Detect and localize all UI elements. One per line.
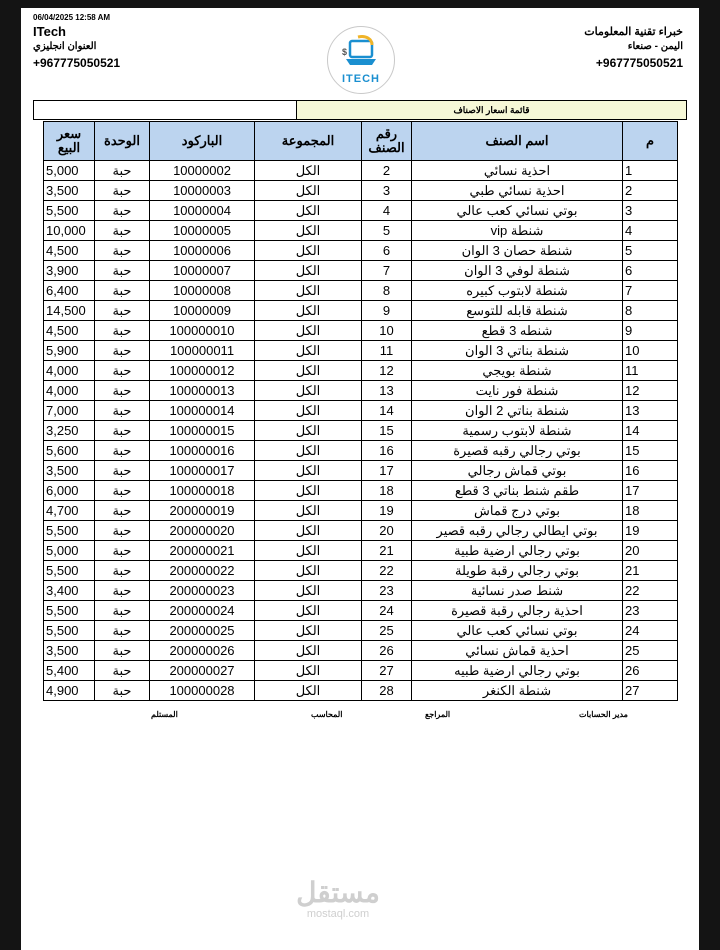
cell-group: الكل: [255, 241, 362, 261]
cell-item-number: 16: [362, 441, 412, 461]
cell-item-name: بوتي نسائي كعب عالي: [412, 621, 623, 641]
cell-price: 5,500: [44, 621, 95, 641]
print-timestamp: 06/04/2025 12:58 AM: [33, 13, 111, 22]
cell-item-name: شنط صدر نسائية: [412, 581, 623, 601]
logo-wordmark: ITECH: [342, 73, 380, 85]
cell-item-name: شنطة لوفي 3 الوان: [412, 261, 623, 281]
cell-item-number: 10: [362, 321, 412, 341]
cell-item-name: بوتي رجالي ارضية طبيه: [412, 661, 623, 681]
cell-unit: حبة: [95, 621, 150, 641]
cell-price: 4,500: [44, 241, 95, 261]
cell-item-name: شنطة قابله للتوسع: [412, 301, 623, 321]
cell-group: الكل: [255, 561, 362, 581]
cell-unit: حبة: [95, 681, 150, 701]
cell-unit: حبة: [95, 441, 150, 461]
col-header-item-number: رقم الصنف: [362, 122, 412, 161]
phone-right: +967775050521: [595, 56, 683, 70]
table-row: [44, 321, 678, 341]
cell-price: 5,600: [44, 441, 95, 461]
cell-item-name: شنطة vip: [412, 221, 623, 241]
cell-unit: حبة: [95, 301, 150, 321]
cell-item-number: 4: [362, 201, 412, 221]
signature-recipient: المستلم: [151, 710, 178, 719]
cell-barcode: 10000003: [150, 181, 255, 201]
cell-group: الكل: [255, 541, 362, 561]
table-row: [44, 381, 678, 401]
cell-unit: حبة: [95, 361, 150, 381]
table-row: [44, 401, 678, 421]
cell-price: 5,000: [44, 541, 95, 561]
signature-accounts-manager: مدير الحسابات: [579, 710, 628, 719]
cell-barcode: 100000017: [150, 461, 255, 481]
cell-group: الكل: [255, 401, 362, 421]
cell-index: 16: [623, 461, 678, 481]
cell-barcode: 200000026: [150, 641, 255, 661]
cell-index: 26: [623, 661, 678, 681]
cell-group: الكل: [255, 581, 362, 601]
cell-item-name: احذية نسائي: [412, 161, 623, 181]
cell-index: 17: [623, 481, 678, 501]
cell-unit: حبة: [95, 481, 150, 501]
cell-item-name: شنطة بناتي 2 الوان: [412, 401, 623, 421]
cell-unit: حبة: [95, 641, 150, 661]
cell-group: الكل: [255, 421, 362, 441]
table-row: [44, 561, 678, 581]
cell-item-name: شنطة بويجي: [412, 361, 623, 381]
cell-item-name: شنطة بناتي 3 الوان: [412, 341, 623, 361]
table-row: [44, 281, 678, 301]
cell-barcode: 100000016: [150, 441, 255, 461]
cell-index: 15: [623, 441, 678, 461]
english-address: العنوان انجليزي: [33, 41, 97, 52]
cell-item-name: بوتي رجالي رقبة طويلة: [412, 561, 623, 581]
cell-index: 1: [623, 161, 678, 181]
cell-unit: حبة: [95, 661, 150, 681]
cell-item-number: 28: [362, 681, 412, 701]
cell-group: الكل: [255, 281, 362, 301]
cell-group: الكل: [255, 621, 362, 641]
cell-barcode: 10000007: [150, 261, 255, 281]
cell-group: الكل: [255, 321, 362, 341]
cell-group: الكل: [255, 601, 362, 621]
cell-price: 6,000: [44, 481, 95, 501]
cell-item-number: 14: [362, 401, 412, 421]
table-row: [44, 301, 678, 321]
cell-item-number: 26: [362, 641, 412, 661]
cell-price: 7,000: [44, 401, 95, 421]
cell-item-number: 12: [362, 361, 412, 381]
cell-unit: حبة: [95, 561, 150, 581]
cell-price: 5,500: [44, 201, 95, 221]
cell-barcode: 10000008: [150, 281, 255, 301]
cell-group: الكل: [255, 661, 362, 681]
cell-index: 11: [623, 361, 678, 381]
cell-price: 5,500: [44, 561, 95, 581]
table-row: [44, 341, 678, 361]
cell-item-number: 13: [362, 381, 412, 401]
cell-item-number: 6: [362, 241, 412, 261]
cell-index: 21: [623, 561, 678, 581]
cell-item-number: 20: [362, 521, 412, 541]
col-header-group: المجموعة: [255, 122, 362, 161]
col-header-item-name: اسم الصنف: [412, 122, 623, 161]
cell-unit: حبة: [95, 341, 150, 361]
cell-barcode: 10000005: [150, 221, 255, 241]
cell-group: الكل: [255, 181, 362, 201]
cell-index: 8: [623, 301, 678, 321]
cell-item-name: احذية نسائي طبي: [412, 181, 623, 201]
cell-index: 25: [623, 641, 678, 661]
cell-barcode: 200000022: [150, 561, 255, 581]
cell-barcode: 100000015: [150, 421, 255, 441]
title-bar-blank: [34, 101, 297, 119]
cell-price: 5,900: [44, 341, 95, 361]
cell-price: 14,500: [44, 301, 95, 321]
cell-price: 5,500: [44, 601, 95, 621]
cell-index: 24: [623, 621, 678, 641]
cell-group: الكل: [255, 261, 362, 281]
table-row: [44, 161, 678, 181]
cell-item-number: 3: [362, 181, 412, 201]
cell-unit: حبة: [95, 381, 150, 401]
table-row: [44, 601, 678, 621]
cell-barcode: 100000011: [150, 341, 255, 361]
cell-barcode: 10000006: [150, 241, 255, 261]
cell-index: 14: [623, 421, 678, 441]
cell-item-name: بوتي ايطالي رجالي رقبه قصير: [412, 521, 623, 541]
cell-unit: حبة: [95, 401, 150, 421]
cell-item-name: طقم شنط بناتي 3 قطع: [412, 481, 623, 501]
cell-barcode: 200000019: [150, 501, 255, 521]
cell-item-name: شنطه 3 قطع: [412, 321, 623, 341]
cell-barcode: 200000020: [150, 521, 255, 541]
cell-price: 10,000: [44, 221, 95, 241]
cell-group: الكل: [255, 481, 362, 501]
cell-unit: حبة: [95, 261, 150, 281]
cell-index: 27: [623, 681, 678, 701]
table-row: [44, 181, 678, 201]
cell-item-number: 5: [362, 221, 412, 241]
cell-index: 6: [623, 261, 678, 281]
cell-index: 13: [623, 401, 678, 421]
cell-item-number: 18: [362, 481, 412, 501]
cell-barcode: 200000023: [150, 581, 255, 601]
cell-item-name: احذية قماش نسائي: [412, 641, 623, 661]
watermark-logo: مستقل: [296, 877, 380, 908]
cell-barcode: 100000010: [150, 321, 255, 341]
cell-unit: حبة: [95, 461, 150, 481]
table-row: [44, 641, 678, 661]
cell-price: 3,500: [44, 461, 95, 481]
signature-accountant: المحاسب: [311, 710, 343, 719]
cell-group: الكل: [255, 201, 362, 221]
cell-item-number: 8: [362, 281, 412, 301]
cell-item-name: شنطة حصان 3 الوان: [412, 241, 623, 261]
report-title: قائمة اسعار الاصناف: [297, 101, 686, 119]
cell-barcode: 100000028: [150, 681, 255, 701]
phone-left: +967775050521: [33, 56, 121, 70]
cell-index: 2: [623, 181, 678, 201]
cell-item-number: 11: [362, 341, 412, 361]
cell-price: 3,400: [44, 581, 95, 601]
cell-item-number: 24: [362, 601, 412, 621]
cell-index: 5: [623, 241, 678, 261]
cell-price: 4,700: [44, 501, 95, 521]
table-row: [44, 541, 678, 561]
cell-unit: حبة: [95, 181, 150, 201]
cell-unit: حبة: [95, 201, 150, 221]
cell-index: 22: [623, 581, 678, 601]
cell-item-name: بوتي درج قماش: [412, 501, 623, 521]
company-location: اليمن - صنعاء: [627, 41, 683, 52]
table-row: [44, 241, 678, 261]
cell-unit: حبة: [95, 581, 150, 601]
watermark: [278, 878, 398, 920]
cell-price: 4,000: [44, 361, 95, 381]
cell-price: 5,400: [44, 661, 95, 681]
company-name-arabic: خبراء تقنية المعلومات: [584, 26, 683, 38]
price-list-table: [43, 121, 678, 701]
cell-barcode: 10000009: [150, 301, 255, 321]
cell-group: الكل: [255, 461, 362, 481]
signature-reviewer: المراجع: [425, 710, 451, 719]
cell-group: الكل: [255, 361, 362, 381]
cell-price: 4,500: [44, 321, 95, 341]
cell-price: 4,000: [44, 381, 95, 401]
cell-unit: حبة: [95, 541, 150, 561]
table-row: [44, 461, 678, 481]
cell-barcode: 200000024: [150, 601, 255, 621]
cell-price: 3,900: [44, 261, 95, 281]
cell-item-number: 27: [362, 661, 412, 681]
cell-price: 6,400: [44, 281, 95, 301]
cell-barcode: 10000004: [150, 201, 255, 221]
cell-index: 9: [623, 321, 678, 341]
table-row: [44, 481, 678, 501]
cell-item-name: شنطة الكنغر: [412, 681, 623, 701]
col-header-index: م: [623, 122, 678, 161]
table-row: [44, 221, 678, 241]
cell-barcode: 100000014: [150, 401, 255, 421]
table-row: [44, 201, 678, 221]
cell-item-name: بوتي رجالي ارضية طبية: [412, 541, 623, 561]
cell-price: 4,900: [44, 681, 95, 701]
table-row: [44, 361, 678, 381]
cell-barcode: 10000002: [150, 161, 255, 181]
table-row: [44, 661, 678, 681]
cell-unit: حبة: [95, 241, 150, 261]
cell-item-number: 9: [362, 301, 412, 321]
cell-item-number: 15: [362, 421, 412, 441]
cell-unit: حبة: [95, 501, 150, 521]
col-header-unit: الوحدة: [95, 122, 150, 161]
cell-item-name: بوتي رجالي رقبه قصيرة: [412, 441, 623, 461]
cell-item-name: شنطة لابتوب رسمية: [412, 421, 623, 441]
cell-unit: حبة: [95, 601, 150, 621]
cell-group: الكل: [255, 221, 362, 241]
cell-item-number: 17: [362, 461, 412, 481]
cell-unit: حبة: [95, 521, 150, 541]
cell-item-name: بوتي نسائي كعب عالي: [412, 201, 623, 221]
cell-price: 3,500: [44, 181, 95, 201]
watermark-url: mostaql.com: [306, 908, 370, 920]
cell-unit: حبة: [95, 281, 150, 301]
svg-text:$: $: [342, 47, 348, 57]
col-header-barcode: الباركود: [150, 122, 255, 161]
cell-item-name: بوتي قماش رجالي: [412, 461, 623, 481]
cell-index: 10: [623, 341, 678, 361]
cell-index: 20: [623, 541, 678, 561]
cell-index: 12: [623, 381, 678, 401]
col-header-price: سعر البيع: [44, 122, 95, 161]
cell-unit: حبة: [95, 221, 150, 241]
cell-unit: حبة: [95, 161, 150, 181]
cell-barcode: 100000018: [150, 481, 255, 501]
cell-group: الكل: [255, 341, 362, 361]
company-logo: [327, 26, 395, 94]
cell-price: 5,500: [44, 521, 95, 541]
cell-index: 7: [623, 281, 678, 301]
cell-item-number: 21: [362, 541, 412, 561]
cell-barcode: 100000012: [150, 361, 255, 381]
cell-item-number: 25: [362, 621, 412, 641]
cell-item-number: 23: [362, 581, 412, 601]
cell-index: 18: [623, 501, 678, 521]
cell-index: 19: [623, 521, 678, 541]
cell-group: الكل: [255, 161, 362, 181]
cell-index: 4: [623, 221, 678, 241]
cell-group: الكل: [255, 501, 362, 521]
cell-item-number: 7: [362, 261, 412, 281]
cell-group: الكل: [255, 441, 362, 461]
table-header-row: [44, 122, 678, 161]
cell-item-number: 19: [362, 501, 412, 521]
cell-barcode: 200000025: [150, 621, 255, 641]
cell-unit: حبة: [95, 321, 150, 341]
table-row: [44, 441, 678, 461]
cell-price: 3,250: [44, 421, 95, 441]
cell-item-name: شنطة فور نايت: [412, 381, 623, 401]
cell-barcode: 200000021: [150, 541, 255, 561]
cell-item-number: 2: [362, 161, 412, 181]
cell-unit: حبة: [95, 421, 150, 441]
cell-group: الكل: [255, 521, 362, 541]
cell-index: 3: [623, 201, 678, 221]
table-row: [44, 421, 678, 441]
cell-item-name: شنطة لابتوب كبيره: [412, 281, 623, 301]
table-row: [44, 521, 678, 541]
table-row: [44, 621, 678, 641]
table-row: [44, 681, 678, 701]
cell-group: الكل: [255, 301, 362, 321]
cell-index: 23: [623, 601, 678, 621]
cell-price: 3,500: [44, 641, 95, 661]
table-row: [44, 261, 678, 281]
cell-group: الكل: [255, 641, 362, 661]
company-name: ITech: [33, 24, 66, 39]
cell-barcode: 100000013: [150, 381, 255, 401]
report-title-bar: [33, 100, 687, 120]
cell-price: 5,000: [44, 161, 95, 181]
cell-group: الكل: [255, 681, 362, 701]
cell-barcode: 200000027: [150, 661, 255, 681]
cell-group: الكل: [255, 381, 362, 401]
table-row: [44, 501, 678, 521]
table-row: [44, 581, 678, 601]
report-page: [21, 8, 699, 950]
cell-item-name: احذية رجالي رقبة قصيرة: [412, 601, 623, 621]
cell-item-number: 22: [362, 561, 412, 581]
